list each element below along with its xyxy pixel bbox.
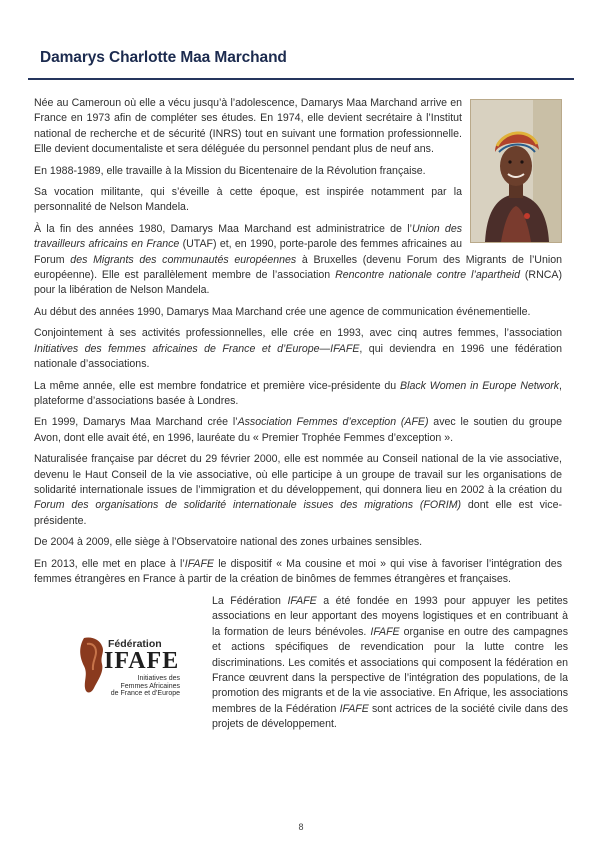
paragraph: Au début des années 1990, Damarys Maa Marchand crée une agence de communication événementielle. bbox=[34, 305, 531, 318]
federation-paragraph: La Fédération IFAFE a été fondée en 1993 pour appuyer les petites associations en leur apportant des moyens logistiques et en contribuant à la formation de leurs bénévoles. IFAFE organise en outre des campagnes et actions spécifiques de revendication pour la lutte contre les discriminations. Les comités et associations qui composent la fédération en France œuvrent dans la perspective de l’intégration des populations, de la promotion des migrants et de la vie associative. En Afrique, les associations membres de la Fédération IFAFE sont actrices de la société civile dans des projets de développement. bbox=[212, 595, 568, 731]
paragraph: À la fin des années 1980, Damarys Maa Marchand est administratrice de l’Union des travailleurs africains en France (UTAF) et, en 1990, porte-parole des femmes africaines au Forum des Migrants des communautés européennes à Bruxelles (devenu Forum des Migrants de l’Union européenne). Elle est parallèlement membre de l’association Rencontre nationale contre l’apartheid (RNCA) pour la libération de Nelson Mandela. bbox=[34, 222, 562, 297]
title-divider bbox=[28, 78, 574, 80]
paragraph: En 2013, elle met en place à l’IFAFE le dispositif « Ma cousine et moi » qui vise à favoriser l’intégration des femmes étrangères en France à partir de la création de binômes de femmes étrangères et françaises. bbox=[34, 557, 562, 585]
logo-name: IFAFE bbox=[104, 648, 180, 674]
biography-text bbox=[34, 96, 562, 593]
portrait-photo bbox=[470, 99, 562, 243]
logo-tagline: Initiatives des Femmes Africaines de France et d’Europe bbox=[110, 675, 180, 697]
paragraph: Sa vocation militante, qui s’éveille à cette époque, est inspirée notamment par la personnalité de Nelson Mandela. bbox=[34, 186, 462, 214]
page-number: 8 bbox=[298, 822, 304, 832]
paragraph: Née au Cameroun où elle a vécu jusqu’à l’adolescence, Damarys Maa Marchand arrive en France en 1973 afin de compléter ses études. En 1974, elle devient secrétaire à l’Institut national de recherche et de sécurité (INRS) tout en suivant une formation professionnelle. Elle devient documentaliste et sera déléguée du personnel pendant plus de neuf ans. bbox=[34, 97, 462, 156]
logo-federation-label: Fédération bbox=[108, 638, 162, 650]
paragraph: Conjointement à ses activités professionnelles, elle crée en 1993, avec cinq autres femmes, l’association Initiatives des femmes africaines de France et d’Europe—IFAFE, qui deviendra en 1996 une fédération nationale d’associations. bbox=[34, 327, 562, 371]
paragraph: En 1988-1989, elle travaille à la Mission du Bicentenaire de la Révolution française. bbox=[34, 164, 426, 177]
page-title: Damarys Charlotte Maa Marchand bbox=[40, 49, 287, 66]
portrait-illustration bbox=[471, 100, 561, 242]
paragraph: De 2004 à 2009, elle siège à l’Observatoire national des zones urbaines sensibles. bbox=[34, 536, 423, 549]
paragraph: En 1999, Damarys Maa Marchand crée l’Association Femmes d’exception (AFE) avec le soutien du groupe Avon, dont elle avait été, en 1996, lauréate du « Premier Trophée Femmes d’exception ». bbox=[34, 416, 562, 444]
paragraph: Naturalisée française par décret du 29 février 2000, elle est nommée au Conseil national de la vie associative, devenu le Haut Conseil de la vie associative, où elle participe à un groupe de travail sur les organisations de solidarité internationale issues de l’immigration et du développement, qui donnera lieu en 2002 à la création du Forum des organisations de solidarité internationale issues des migrations (FORIM) dont elle est vice-présidente. bbox=[34, 453, 563, 527]
ifafe-logo bbox=[78, 630, 182, 700]
paragraph: La même année, elle est membre fondatrice et première vice-présidente du Black Women in Europe Network, plateforme d’associations basée à Londres. bbox=[34, 379, 562, 407]
